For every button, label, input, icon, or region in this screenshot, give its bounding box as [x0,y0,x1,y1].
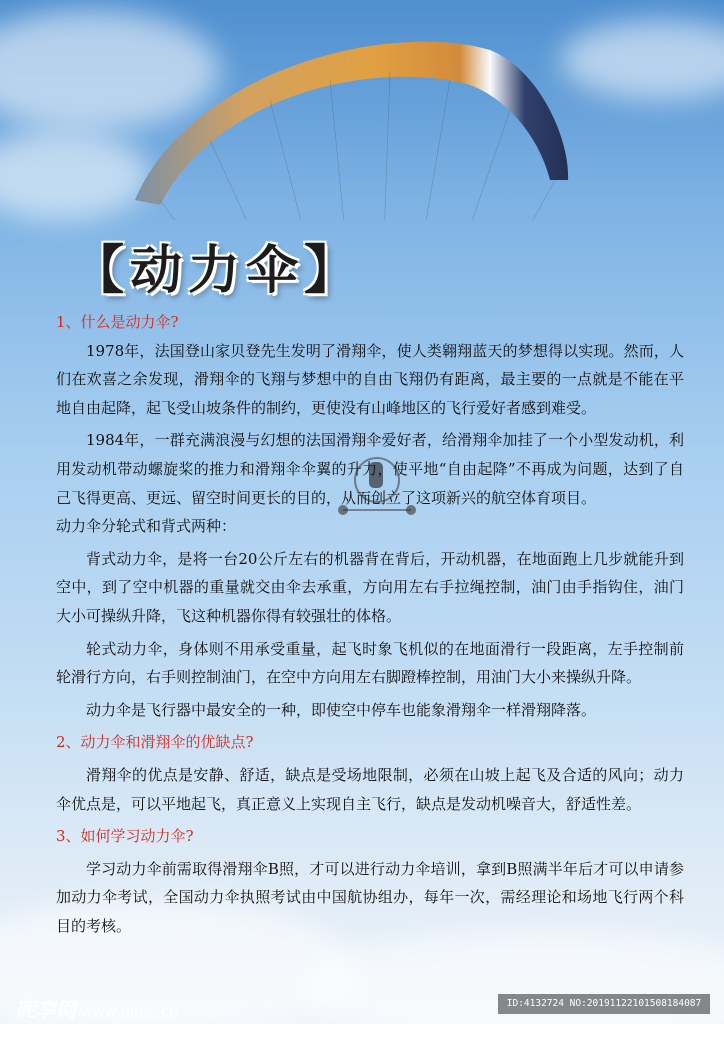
paragraph: 滑翔伞的优点是安静、舒适，缺点是受场地限制，必须在山坡上起飞及合适的风向；动力伞优点是，可以平地起飞，真正意义上实现自主飞行，缺点是发动机噪音大，舒适性差。 [56,765,684,813]
watermark-brand: 昵享网 [16,998,76,1022]
paraglider-canopy-icon [130,30,580,220]
subline: 动力伞分轮式和背式两种： [56,517,237,536]
paragraph: 轮式动力伞，身体则不用承受重量，起飞时象飞机似的在地面滑行一段距离，左手控制前轮滑行方向，右手则控制油门，在空中方向用左右脚蹬棒控制，用油门大小来操纵升降。 [56,639,684,687]
section-heading: 2、动力伞和滑翔伞的优缺点? [56,733,254,752]
page-title: 【动力伞】 [72,240,363,301]
site-watermark [16,994,178,1023]
paragraph: 动力伞是飞行器中最安全的一种，即使空中停车也能象滑翔伞一样滑翔降落。 [86,700,597,719]
article-body [56,308,684,940]
paragraph: 背式动力伞，是将一台20公斤左右的机器背在背后，开动机器，在地面跑上几步就能升到空中，到了空中机器的重量就交由伞去承重，方向用左右手拉绳控制，油门由手指钩住，油门大小可操纵升降，飞这种机器你得有较强壮的体格。 [56,549,684,625]
paragraph: 学习动力伞前需取得滑翔伞B照，才可以进行动力伞培训，拿到B照满半年后才可以申请参加动力伞考试，全国动力伞执照考试由中国航协组办，每年一次，需经理论和场地飞行两个科目的考核。 [56,859,684,935]
section-heading: 3、如何学习动力伞? [56,827,194,846]
watermark-url: www.nipic.cn [80,1003,179,1021]
image-id-tag: ID:4132724 NO:20191122101508184087 [498,994,710,1014]
section-heading: 1、什么是动力伞? [56,313,179,331]
paragraph: 1978年，法国登山家贝登先生发明了滑翔伞，使人类翱翔蓝天的梦想得以实现。然而，人们在欢喜之余发现，滑翔伞的飞翔与梦想中的自由飞翔仍有距离，最主要的一点就是不能在平地自由起降，起飞受山坡条件的制约，更使没有山峰地区的飞行爱好者感到难受。 [56,341,684,417]
paragraph: 1984年，一群充满浪漫与幻想的法国滑翔伞爱好者，给滑翔伞加挂了一个小型发动机，利用发动机带动螺旋桨的推力和滑翔伞伞翼的升力，使平地“自由起降”不再成为问题，达到了自己飞得更高、更远、留空时间更长的目的，从而创立了这项新兴的航空体育项目。 [56,431,684,507]
